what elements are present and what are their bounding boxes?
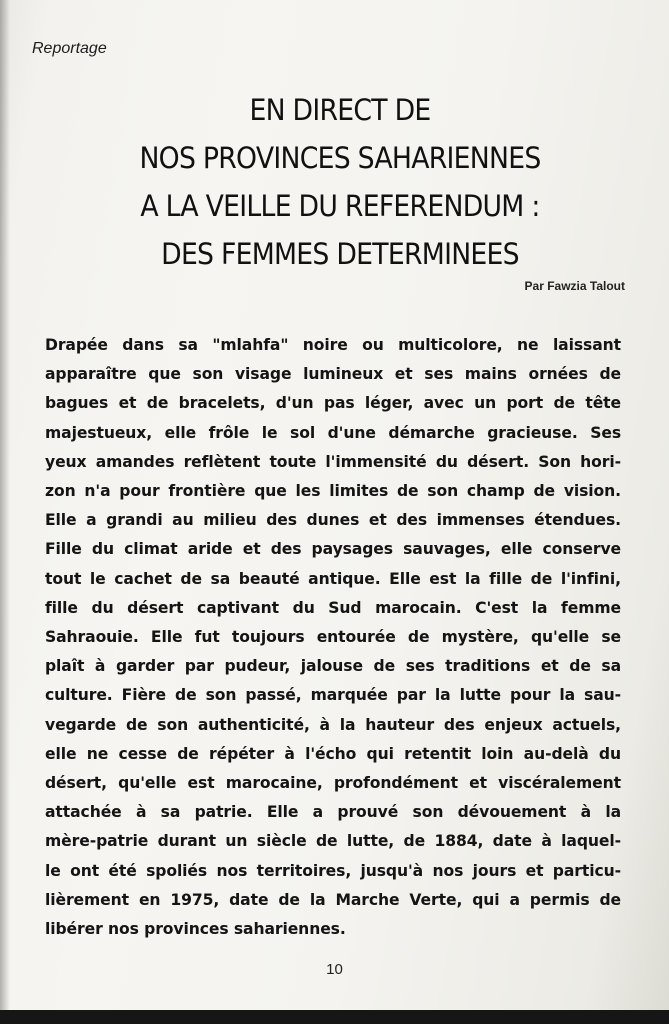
body-line: Fille du climat aride et des paysages sauvages, elle conserve [45,540,621,559]
body-line: vegarde de son authenticité, à la hauteur des enjeux actuels, [45,715,621,734]
body-line: fille du désert captivant du Sud marocain. C'est la femme [45,598,621,617]
headline-line: NOS PROVINCES SAHARIENNES [139,141,541,175]
body-line: culture. Fière de son passé, marquée par la lutte pour la sau- [45,686,621,705]
section-label: Reportage [32,40,107,57]
scan-bottom-edge [0,1010,669,1024]
body-line: zon n'a pour frontière que les limites de son champ de vision. [45,482,621,501]
body-line: attachée à sa patrie. Elle a prouvé son dévouement à la [45,803,621,822]
body-line: Elle a grandi au milieu des dunes et des immenses étendues. [45,511,621,530]
headline-line: DES FEMMES DETERMINEES [161,237,519,271]
article-headline [82,86,597,278]
body-line: apparaître que son visage lumineux et ses mains ornées de [45,365,621,384]
body-line: lièrement en 1975, date de la Marche Verte, qui a permis de [45,890,621,909]
page-fold-shadow [0,0,10,1010]
headline-line: A LA VEILLE DU REFERENDUM : [140,189,540,223]
body-line: plaît à garder par pudeur, jalouse de ses traditions et de sa [45,657,621,676]
headline-line: EN DIRECT DE [249,93,431,127]
body-line: désert, qu'elle est marocaine, profondément et viscéralement [45,774,621,793]
body-line: Drapée dans sa "mlahfa" noire ou multicolore, ne laissant [45,336,621,354]
body-line: le ont été spoliés nos territoires, jusqu'à nos jours et particu- [45,861,621,880]
author-byline: Par Fawzia Talout [524,279,625,293]
body-line: Sahraouie. Elle fut toujours entourée de mystère, qu'elle se [45,628,621,647]
article-body [45,331,621,944]
body-line: majestueux, elle frôle le sol d'une démarche gracieuse. Ses [45,423,621,442]
body-line: elle ne cesse de répéter à l'écho qui retentit loin au-delà du [45,744,621,763]
body-line: tout le cachet de sa beauté antique. Elle est la fille de l'infini, [45,569,621,588]
body-line: libérer nos provinces sahariennes. [45,920,346,939]
body-line: mère-patrie durant un siècle de lutte, de 1884, date à laquel- [45,832,621,851]
body-line: bagues et de bracelets, d'un pas léger, avec un port de tête [45,394,621,413]
page-number: 10 [326,961,343,978]
body-line: yeux amandes reflètent toute l'immensité du désert. Son hori- [45,452,621,471]
